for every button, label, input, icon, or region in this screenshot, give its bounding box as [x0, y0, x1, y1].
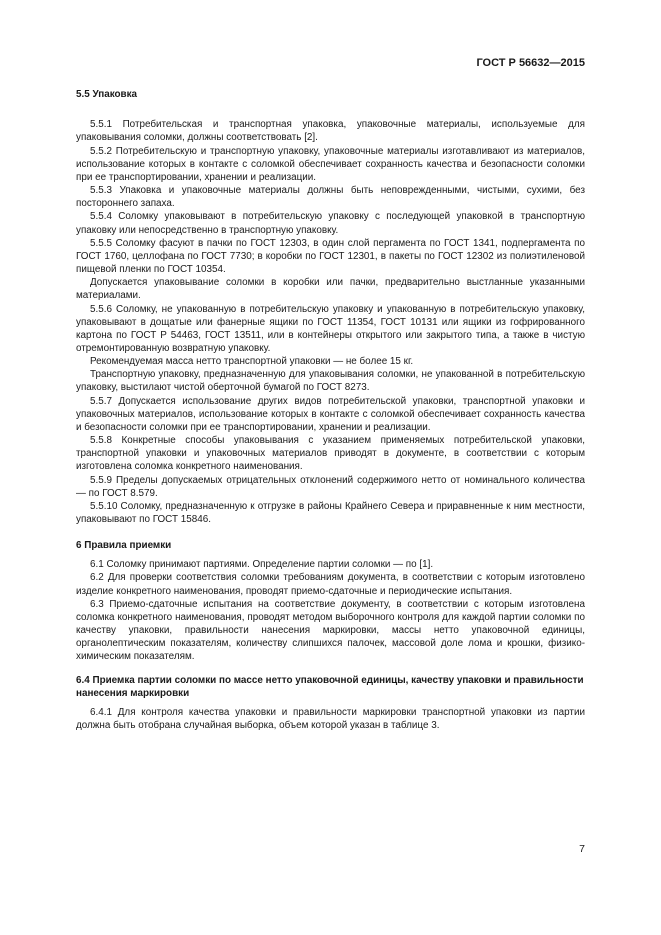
paragraph: Рекомендуемая масса нетто транспортной упаковки — не более 15 кг. — [90, 356, 414, 368]
paragraph: 5.5.6 Соломку, не упакованную в потребительскую упаковку и упакованную в потребительскую упаковку, упаковывают в дощатые или фанерные ящики по ГОСТ 11354, ГОСТ 10131 или ящики из гофрированного картона по ГОСТ Р 54463, ГОСТ 13511, или в контейнеры открытого или закрытого типа, а также в чистую отремонтированную возвратную упаковку. — [76, 303, 585, 354]
paragraph: 6.3 Приемо-сдаточные испытания на соответствие документу, в соответствии с которым изготовлена соломка конкретного наименования, проводят методом выборочного контроля для каждой партии соломки по качеству упаковки, правильности нанесения маркировки, массы нетто упаковочной единицы, органолептическим показателям, количеству слипшихся палочек, массовой доле лома и крошки, физико-химическим показателям. — [76, 598, 585, 663]
document-body — [76, 88, 585, 732]
paragraph: 5.5.5 Соломку фасуют в пачки по ГОСТ 12303, в один слой пергамента по ГОСТ 1341, подпергамента по ГОСТ 1760, целлофана по ГОСТ 7730; в коробки по ГОСТ 12301, в пакеты по ГОСТ 12302 из полиэтиленовой пищевой пленки по ГОСТ 10354. — [76, 237, 585, 276]
document-code: ГОСТ Р 56632—2015 — [476, 57, 585, 69]
paragraph: Транспортную упаковку, предназначенную для упаковывания соломки, не упакованной в потребительскую упаковку, выстилают чистой оберточной бумагой по ГОСТ 8273. — [76, 369, 585, 394]
paragraph: 6.1 Соломку принимают партиями. Определение партии соломки — по [1]. — [90, 559, 434, 571]
section-heading-5-5: 5.5 Упаковка — [76, 89, 138, 100]
paragraph: 5.5.2 Потребительскую и транспортную упаковку, упаковочные материалы изготавливают из материалов, использование которых в контакте с соломкой обеспечивает сохранность качества и безопасности соломки при ее транспортировании, хранении и реализации. — [76, 145, 585, 183]
paragraph: 5.5.9 Пределы допускаемых отрицательных отклонений содержимого нетто от номинального количества — по ГОСТ 8.579. — [76, 474, 585, 499]
paragraph: 5.5.10 Соломку, предназначенную к отгрузке в районы Крайнего Севера и приравненные к ним местности, упаковывают по ГОСТ 15846. — [76, 500, 585, 525]
paragraph: 5.5.7 Допускается использование других видов потребительской упаковки, транспортной упаковки и упаковочных материалов, использование которых в контакте с соломкой обеспечивает сохранность качества и безопасности соломки при ее транспортировании, хранении и реализации. — [76, 395, 585, 433]
paragraph: 5.5.4 Соломку упаковывают в потребительскую упаковку с последующей упаковкой в транспортную упаковку или непосредственно в транспортную упаковку. — [76, 211, 585, 236]
page-number: 7 — [579, 843, 585, 855]
section-heading-6-4: 6.4 Приемка партии соломки по массе нетто упаковочной единицы, качеству упаковки и правильности нанесения маркировки — [76, 674, 584, 699]
paragraph: 5.5.8 Конкретные способы упаковывания с указанием применяемых потребительской упаковки, транспортной упаковки и упаковочных материалов приводят в документе, в соответствии с которым изготовлена соломка конкретного наименования. — [76, 435, 585, 473]
paragraph: 5.5.1 Потребительская и транспортная упаковка, упаковочные материалы, используемые для упаковывания соломки, должны соответствовать [2]. — [76, 119, 585, 144]
paragraph: 5.5.3 Упаковка и упаковочные материалы должны быть неповрежденными, чистыми, сухими, без постороннего запаха. — [76, 185, 585, 210]
paragraph: Допускается упаковывание соломки в коробки или пачки, предварительно выстланные указанными материалами. — [76, 277, 585, 302]
paragraph: 6.2 Для проверки соответствия соломки требованиям документа, в соответствии с которым изготовлено изделие конкретного наименования, проводят приемо-сдаточные и периодические испытания. — [76, 572, 585, 597]
paragraph: 6.4.1 Для контроля качества упаковки и правильности маркировки транспортной упаковки из партии должна быть отобрана случайная выборка, объем которой указан в таблице 3. — [76, 706, 585, 732]
section-heading-6: 6 Правила приемки — [76, 540, 172, 552]
